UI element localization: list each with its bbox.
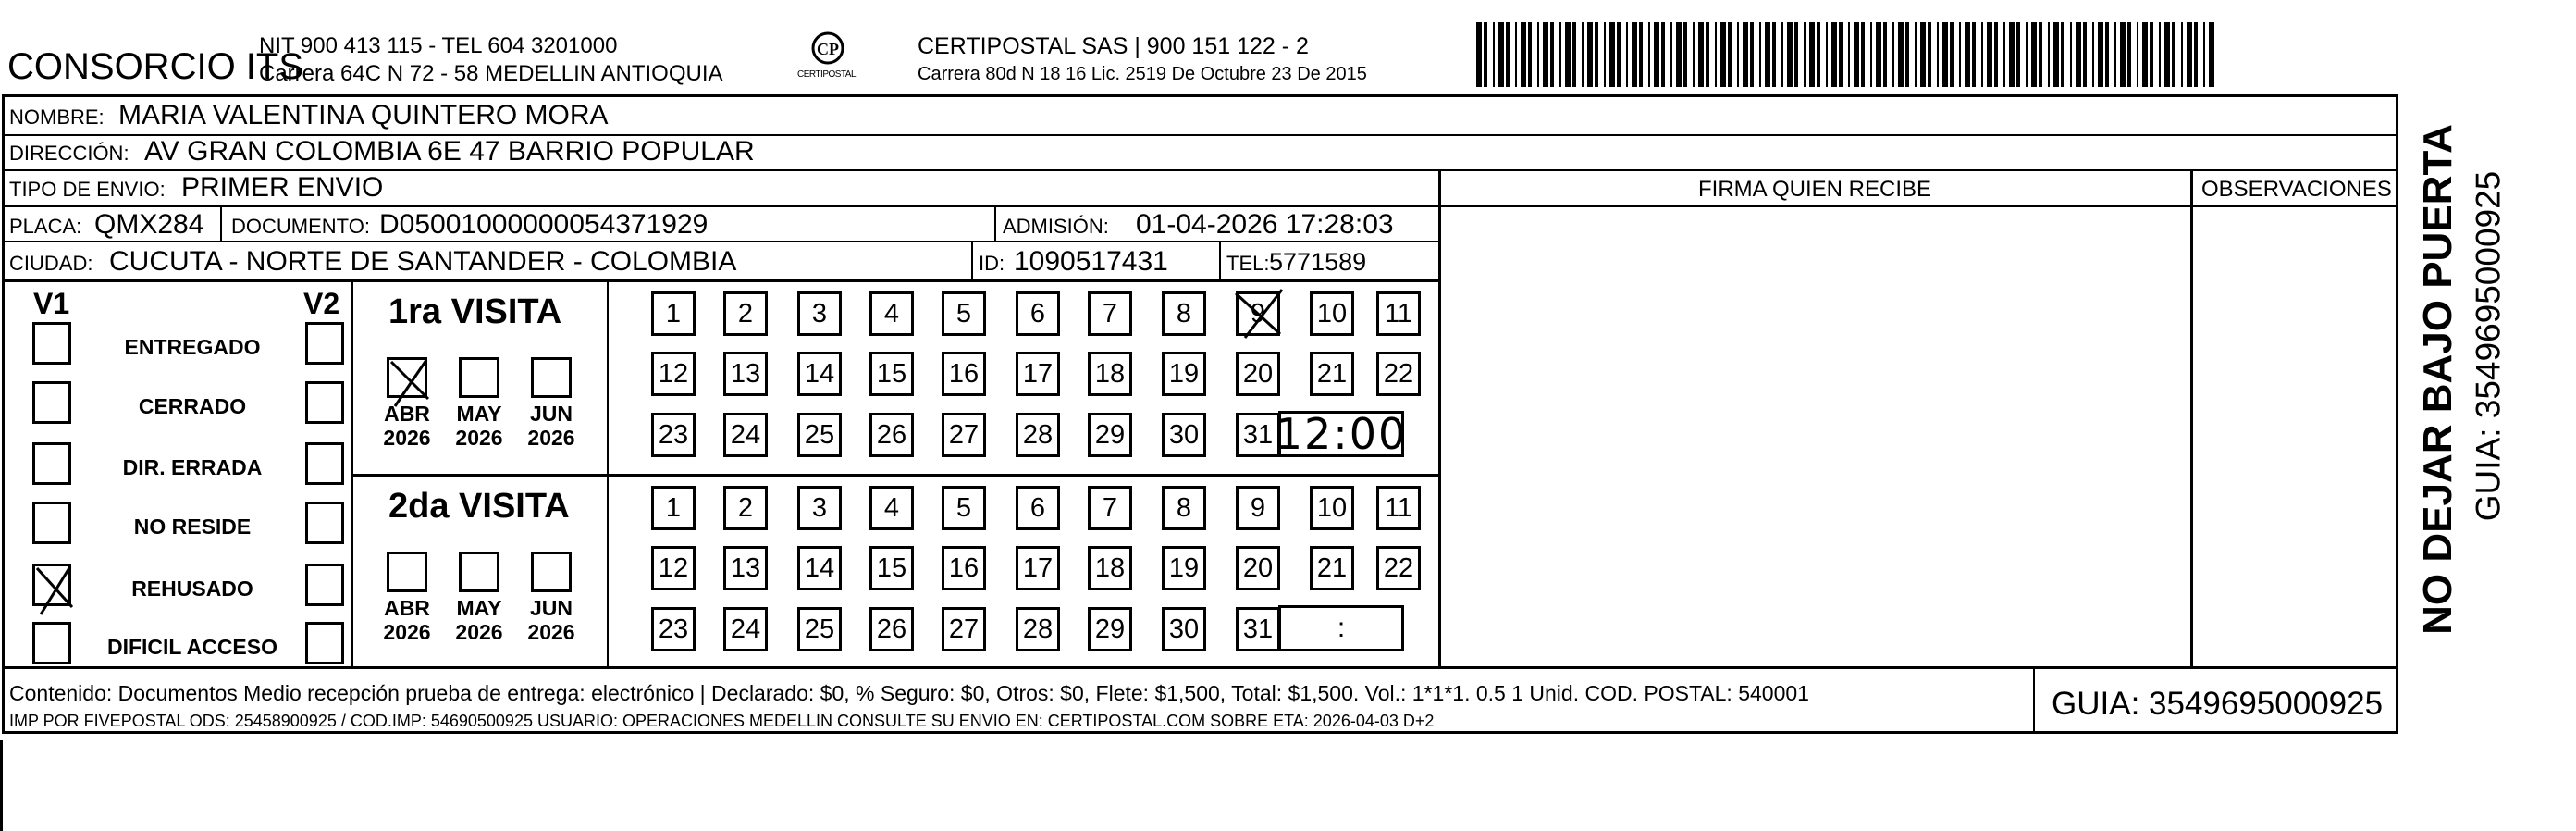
observaciones-header: OBSERVACIONES [2201,177,2392,202]
barcode-bar [2031,22,2037,87]
day-box[interactable]: 25 [797,413,842,457]
direccion-value: AV GRAN COLOMBIA 6E 47 BARRIO POPULAR [144,136,755,167]
barcode-bar [1698,22,1704,87]
visit-time-field[interactable] [1275,409,1408,459]
barcode-bar [1493,22,1495,87]
scan-edge-left [0,740,3,831]
month-checkbox[interactable] [459,357,499,398]
day-box[interactable]: 9 [1236,486,1280,530]
barcode-bar [1809,22,1815,87]
id-value: 1090517431 [1014,246,1168,277]
day-box[interactable]: 31 [1236,607,1280,651]
day-box[interactable]: 16 [942,352,986,396]
day-box[interactable]: 9 [1236,291,1280,336]
status-option-label: CERRADO [138,394,247,418]
day-box[interactable]: 10 [1310,486,1354,530]
frame-right [2396,94,2398,733]
month-year: 2026 [527,620,575,645]
day-box[interactable]: 30 [1162,413,1206,457]
barcode-bar [1632,22,1637,87]
visit-title: 2da VISITA [388,487,570,526]
barcode-bar [1772,22,1776,87]
logo-text: CERTIPOSTAL [797,69,857,80]
barcode-bar [1759,22,1761,87]
barcode-bar [1787,22,1793,87]
barcode-bar [1604,22,1606,87]
month-label [451,596,507,645]
barcode-bar [1965,22,1970,87]
barcode-bar [1654,22,1659,87]
row-line-5 [2,279,1440,282]
barcode-bar [1950,22,1954,87]
day-box[interactable]: 20 [1236,546,1280,590]
month-name: MAY [456,596,502,620]
certipostal-logo [795,30,860,81]
barcode-bar [2120,22,2126,87]
day-box[interactable]: 8 [1162,291,1206,336]
day-box[interactable]: 7 [1088,291,1132,336]
day-box[interactable]: 22 [1376,546,1421,590]
barcode-bar [1559,22,1561,87]
day-box[interactable]: 25 [797,607,842,651]
nombre-label: NOMBRE: [9,105,105,129]
barcode-bar [1737,22,1739,87]
barcode-bar [1609,22,1615,87]
day-box[interactable]: 28 [1016,607,1060,651]
barcode [1476,22,2220,87]
imp-line: IMP POR FIVEPOSTAL ODS: 25458900925 / COD.IMP: 54690500925 USUARIO: OPERACIONES MEDELLIN CONSULTE SU ENVIO EN: CERTIPOSTAL.COM SOBRE ETA: 2026-04-03 D+2 [9,712,1435,730]
v1-label: V1 [33,287,70,320]
barcode-bar [1484,22,1487,87]
direccion-label: DIRECCIÓN: [9,142,129,165]
admision-label: ADMISIÓN: [1003,215,1109,238]
barcode-bar [2003,22,2005,87]
day-box[interactable]: 20 [1236,352,1280,396]
barcode-bar [1794,22,1798,87]
v2-checkbox[interactable] [305,381,344,424]
barcode-bar [1587,22,1593,87]
barcode-bar [1942,22,1948,87]
day-box[interactable]: 13 [723,546,768,590]
documento-label: DOCUMENTO: [231,215,370,238]
barcode-bar [1898,22,1904,87]
col-days-divider [607,279,609,666]
barcode-bar [2061,22,2064,87]
barcode-bar [2053,22,2059,87]
ciudad-value: CUCUTA - NORTE DE SANTANDER - COLOMBIA [109,246,737,277]
barcode-bar [1720,22,1726,87]
side-warning: NO DEJAR BAJO PUERTA [2415,124,2460,635]
day-box[interactable]: 7 [1088,486,1132,530]
status-option-label: ENTREGADO [124,335,261,359]
v1-checkbox[interactable] [32,622,71,664]
nit-line: NIT 900 413 115 - TEL 604 3201000 [259,33,618,58]
carrier-line: CERTIPOSTAL SAS | 900 151 122 - 2 [918,33,1309,59]
day-box[interactable]: 6 [1016,291,1060,336]
barcode-bar [2150,22,2153,87]
month-name: JUN [529,402,573,426]
day-box[interactable]: 4 [869,486,914,530]
tipo-envio-label: TIPO DE ENVIO: [9,178,166,201]
day-box[interactable]: 29 [1088,413,1132,457]
barcode-bar [1706,22,1709,87]
status-option-label: DIFICIL ACCESO [106,635,277,659]
day-box[interactable]: 8 [1162,486,1206,530]
barcode-bar [1582,22,1584,87]
day-box[interactable]: 26 [869,413,914,457]
day-box[interactable]: 14 [797,546,842,590]
day-box[interactable]: 21 [1310,546,1354,590]
barcode-bar [1892,22,1894,87]
barcode-bar [2083,22,2087,87]
company-name: CONSORCIO ITS [7,46,304,87]
barcode-bar [1595,22,1598,87]
barcode-bar [1521,22,1526,87]
row-line-2 [2,169,2397,171]
month-checkbox[interactable] [387,357,427,398]
barcode-bar [1715,22,1717,87]
barcode-bar [1831,22,1837,87]
day-box[interactable]: 11 [1376,291,1421,336]
cell-divider-id [971,242,973,279]
barcode-bar [1839,22,1843,87]
side-guia: GUIA: 3549695000925 [2469,170,2508,522]
svg-text:CP: CP [817,40,839,58]
barcode-bar [1854,22,1859,87]
v2-checkbox[interactable] [305,564,344,606]
barcode-bar [1937,22,1939,87]
day-box[interactable]: 5 [942,291,986,336]
visit-time-field[interactable] [1278,605,1404,651]
month-name: MAY [456,402,502,426]
day-box[interactable]: 1 [651,486,696,530]
day-box[interactable]: 22 [1376,352,1421,396]
month-label [524,402,579,451]
day-box[interactable]: 13 [723,352,768,396]
barcode-bar [1476,22,1482,87]
barcode-bar [1959,22,1961,87]
barcode-bar [1550,22,1554,87]
day-box[interactable]: 19 [1162,352,1206,396]
visit-time-value: : [1337,613,1346,643]
barcode-bar [1987,22,1992,87]
barcode-bar [2098,22,2103,87]
barcode-bar [2209,22,2214,87]
v1-checkbox[interactable] [32,564,71,606]
barcode-bar [2076,22,2081,87]
barcode-bar [1915,22,1917,87]
barcode-bar [2039,22,2042,87]
tel-label: TEL: [1226,252,1270,275]
status-option-label: NO RESIDE [133,515,252,539]
barcode-bar [2203,22,2205,87]
firma-header: FIRMA QUIEN RECIBE [1698,177,1932,202]
v2-checkbox[interactable] [305,442,344,485]
day-box[interactable]: 2 [723,486,768,530]
barcode-bar [1572,22,1576,87]
day-box[interactable]: 2 [723,291,768,336]
barcode-bar [2187,22,2192,87]
day-box[interactable]: 26 [869,607,914,651]
day-mark-icon [1232,286,1284,338]
month-checkbox[interactable] [459,552,499,592]
day-box[interactable]: 31 [1236,413,1280,457]
month-year: 2026 [455,426,503,451]
col-obs-left [2190,171,2193,668]
barcode-bar [1617,22,1621,87]
day-box[interactable]: 12 [651,546,696,590]
v2-checkbox[interactable] [305,502,344,544]
day-box[interactable]: 27 [942,413,986,457]
day-box[interactable]: 4 [869,291,914,336]
frame-left [2,94,5,733]
admision-value: 01-04-2026 17:28:03 [1136,209,1394,240]
day-box[interactable]: 24 [723,607,768,651]
barcode-bar [1972,22,1976,87]
visit-divider [351,474,1440,477]
footer-guia-divider [2033,668,2035,731]
month-label [379,596,435,645]
month-label [451,402,507,451]
barcode-bar [1781,22,1783,87]
placa-label: PLACA: [9,215,82,238]
month-checkbox[interactable] [387,552,427,592]
cell-divider-admision [994,207,996,241]
barcode-bar [1876,22,1881,87]
month-checkbox[interactable] [531,552,572,592]
month-label [524,596,579,645]
barcode-bar [1693,22,1695,87]
day-box[interactable]: 17 [1016,546,1060,590]
barcode-bar [1498,22,1504,87]
month-year: 2026 [383,426,431,451]
barcode-bar [1928,22,1931,87]
day-box[interactable]: 15 [869,546,914,590]
month-name: ABR [384,596,430,620]
barcode-bar [2142,22,2148,87]
barcode-bar [2026,22,2028,87]
day-box[interactable]: 28 [1016,413,1060,457]
v2-label: V2 [303,287,340,320]
day-box[interactable]: 3 [797,486,842,530]
barcode-bar [1648,22,1650,87]
v1-checkbox[interactable] [32,322,71,365]
nombre-value: MARIA VALENTINA QUINTERO MORA [118,100,609,130]
barcode-bar [2114,22,2116,87]
barcode-bar [2127,22,2131,87]
footer-guia: GUIA: 3549695000925 [2052,686,2384,722]
barcode-bar [2137,22,2138,87]
col-status-divider [351,279,353,666]
content-line: Contenido: Documentos Medio recepción prueba de entrega: electrónico | Declarado: $0, % Seguro: $0, Otros: $0, Flete: $1,500, Total: $1,500. Vol.: 1*1*1. 0.5 1 Unid. COD. POSTAL: 540001 [9,681,1809,705]
barcode-bar [2172,22,2175,87]
status-option-label: REHUSADO [131,577,253,601]
id-label: ID: [979,252,1005,275]
frame-bottom [2,731,2398,734]
v1-checkbox[interactable] [32,381,71,424]
frame-top [2,94,2397,97]
barcode-bar [1670,22,1672,87]
cell-divider-placa [220,207,222,241]
day-box[interactable]: 15 [869,352,914,396]
day-box[interactable]: 23 [651,413,696,457]
day-box[interactable]: 19 [1162,546,1206,590]
address-line: Carrera 64C N 72 - 58 MEDELLIN ANTIOQUIA [259,61,723,86]
v2-checkbox[interactable] [305,322,344,365]
barcode-bar [2164,22,2170,87]
day-box[interactable]: 24 [723,413,768,457]
placa-value: QMX284 [94,209,204,240]
col-firma-left [1438,171,1441,668]
day-box[interactable]: 16 [942,546,986,590]
barcode-bar [1861,22,1865,87]
day-box[interactable]: 3 [797,291,842,336]
barcode-bar [1817,22,1820,87]
day-box[interactable]: 23 [651,607,696,651]
day-box[interactable]: 1 [651,291,696,336]
day-box[interactable]: 27 [942,607,986,651]
tipo-envio-value: PRIMER ENVIO [181,172,384,203]
v1-checkbox[interactable] [32,502,71,544]
barcode-bar [2105,22,2109,87]
barcode-bar [2009,22,2015,87]
barcode-bar [1750,22,1754,87]
month-name: JUN [529,596,573,620]
day-box[interactable]: 11 [1376,486,1421,530]
barcode-bar [1683,22,1687,87]
day-box[interactable]: 14 [797,352,842,396]
barcode-bar [2194,22,2198,87]
day-box[interactable]: 12 [651,352,696,396]
month-year: 2026 [383,620,431,645]
visit-time-value: 12:00 [1275,409,1408,459]
barcode-bar [1883,22,1887,87]
day-box[interactable]: 21 [1310,352,1354,396]
barcode-bar [1515,22,1517,87]
day-box[interactable]: 18 [1088,352,1132,396]
barcode-bar [1543,22,1548,87]
barcode-bar [2070,22,2072,87]
v2-checkbox[interactable] [305,622,344,664]
day-box[interactable]: 18 [1088,546,1132,590]
check-mark-icon [389,358,430,401]
month-checkbox[interactable] [531,357,572,398]
check-mark-icon [35,564,74,609]
month-year: 2026 [455,620,503,645]
barcode-bar [1870,22,1872,87]
day-box[interactable]: 10 [1310,291,1354,336]
tel-value: 5771589 [1269,248,1367,276]
row-line-6 [2,666,2397,669]
cell-divider-tel [1219,242,1221,279]
barcode-bar [1981,22,1983,87]
row-line-4 [2,241,1440,242]
barcode-bar [1528,22,1532,87]
barcode-bar [1537,22,1539,87]
barcode-bar [1765,22,1770,87]
status-option-label: DIR. ERRADA [122,455,263,479]
barcode-bar [1565,22,1571,87]
barcode-bar [2016,22,2020,87]
license-line: Carrera 80d N 18 16 Lic. 2519 De Octubre 23 De 2015 [918,64,1367,84]
visit-title: 1ra VISITA [388,292,562,331]
barcode-bar [1506,22,1510,87]
v1-checkbox[interactable] [32,442,71,485]
barcode-bar [1676,22,1682,87]
documento-value: D05001000000054371929 [379,209,709,240]
barcode-bar [2181,22,2183,87]
day-box[interactable]: 6 [1016,486,1060,530]
barcode-bar [1826,22,1828,87]
day-box[interactable]: 29 [1088,607,1132,651]
barcode-bar [1728,22,1732,87]
barcode-bar [1639,22,1643,87]
month-label [379,402,435,451]
barcode-bar [1804,22,1806,87]
ciudad-label: CIUDAD: [9,252,93,275]
barcode-bar [2092,22,2094,87]
barcode-bar [1626,22,1628,87]
barcode-bar [1905,22,1909,87]
day-box[interactable]: 17 [1016,352,1060,396]
barcode-bar [1848,22,1850,87]
day-box[interactable]: 30 [1162,607,1206,651]
barcode-bar [1661,22,1665,87]
day-box[interactable]: 5 [942,486,986,530]
barcode-bar [1743,22,1748,87]
month-name: ABR [384,402,430,426]
barcode-bar [1920,22,1926,87]
row-line-3 [2,205,2397,207]
month-year: 2026 [527,426,575,451]
barcode-bar [2048,22,2050,87]
barcode-bar [1994,22,1998,87]
barcode-bar [2159,22,2161,87]
